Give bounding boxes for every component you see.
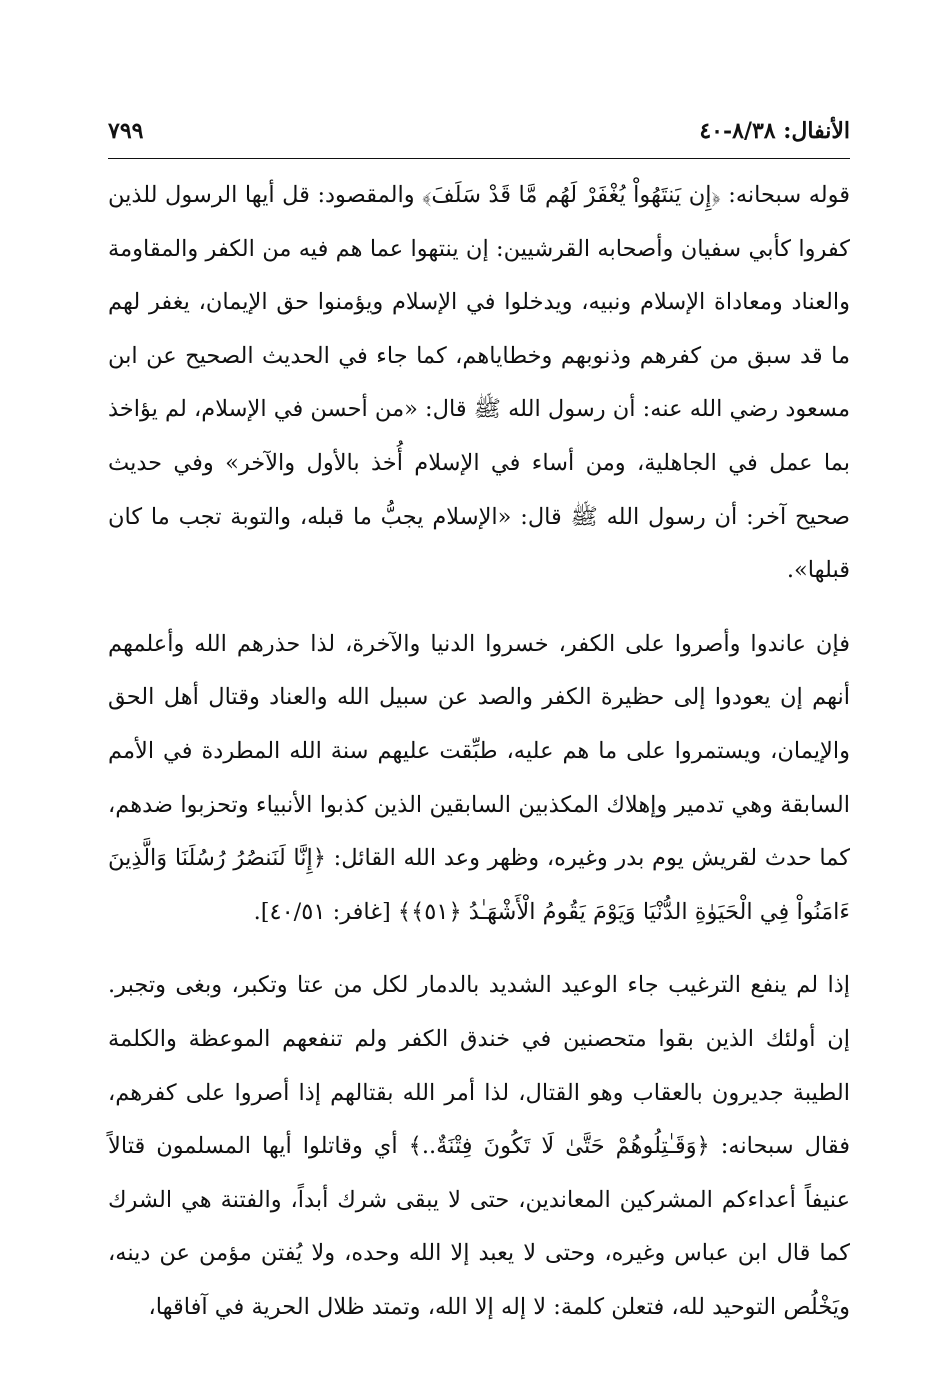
page-number: ٧٩٩ xyxy=(108,118,144,144)
running-title: الأنفال: ٨/٣٨-٤٠ xyxy=(699,118,850,144)
paragraph-2: فإن عاندوا وأصروا على الكفر، خسروا الدنيا والآخرة، لذا حذرهم الله وأعلمهم أنهم إن يعودوا إلى حظيرة الكفر والصد عن سبيل الله والعناد وقتال أهل الحق والإيمان، ويستمروا على ما هم عليه، طبِّقت عليهم سنة الله المطردة في الأمم السابقة وهي تدمير وإهلاك المكذبين السابقين الذين كذبوا الأنبياء وتحزبوا ضدهم، كما حدث لقريش يوم بدر وغيره، وظهر وعد الله القائل: ﴿إِنَّا لَنَنصُرُ رُسُلَنَا وَالَّذِينَ ءَامَنُواْ فِي الْحَيَوٰةِ الدُّنْيَا وَيَوْمَ يَقُومُ الْأَشْهَـٰدُ ﴿٥١﴾﴾ [غافر: ٤٠/٥١]. xyxy=(108,630,850,925)
book-page xyxy=(108,118,850,1334)
header-divider xyxy=(108,158,850,159)
paragraph-1: قوله سبحانه: ﴿إِن يَنتَهُواْ يُغْفَرْ لَهُم مَّا قَدْ سَلَفَ﴾ والمقصود: قل أيها الرسول للذين كفروا كأبي سفيان وأصحابه القرشيين: إن ينتهوا عما هم فيه من الكفر والمقاومة والعناد ومعاداة الإسلام ونبيه، ويدخلوا في الإسلام ويؤمنوا حق الإيمان، يغفر لهم ما قد سبق من كفرهم وذنوبهم وخطاياهم، كما جاء في الحديث الصحيح عن ابن مسعود رضي الله عنه: أن رسول الله ﷺ قال: «من أحسن في الإسلام، لم يؤاخذ بما عمل في الجاهلية، ومن أساء في الإسلام أُخذ بالأول والآخر» وفي حديث صحيح آخر: أن رسول الله ﷺ قال: «الإسلام يجبُّ ما قبله، والتوبة تجب ما كان قبلها». xyxy=(108,182,850,584)
paragraph-3: إذا لم ينفع الترغيب جاء الوعيد الشديد بالدمار لكل من عتا وتكبر، وبغى وتجبر. إن أولئك الذين بقوا متحصنين في خندق الكفر ولم تنفعهم الموعظة والكلمة الطيبة جديرون بالعقاب وهو القتال، لذا أمر الله بقتالهم إذا أصروا على كفرهم، فقال سبحانه: ﴿وَقَـٰتِلُوهُمْ حَتَّىٰ لَا تَكُونَ فِتْنَةٌ..﴾ أي وقاتلوا أيها المسلمون قتالاً عنيفاً أعداءكم المشركين المعاندين، حتى لا يبقى شرك أبداً، والفتنة هي الشرك كما قال ابن عباس وغيره، وحتى لا يعبد إلا الله وحده، ولا يُفتن مؤمن عن دينه، ويَخْلُص التوحيد لله، فتعلن كلمة: لا إله إلا الله، وتمتد ظلال الحرية في آفاقها، xyxy=(108,972,850,1320)
page-header xyxy=(108,118,850,152)
